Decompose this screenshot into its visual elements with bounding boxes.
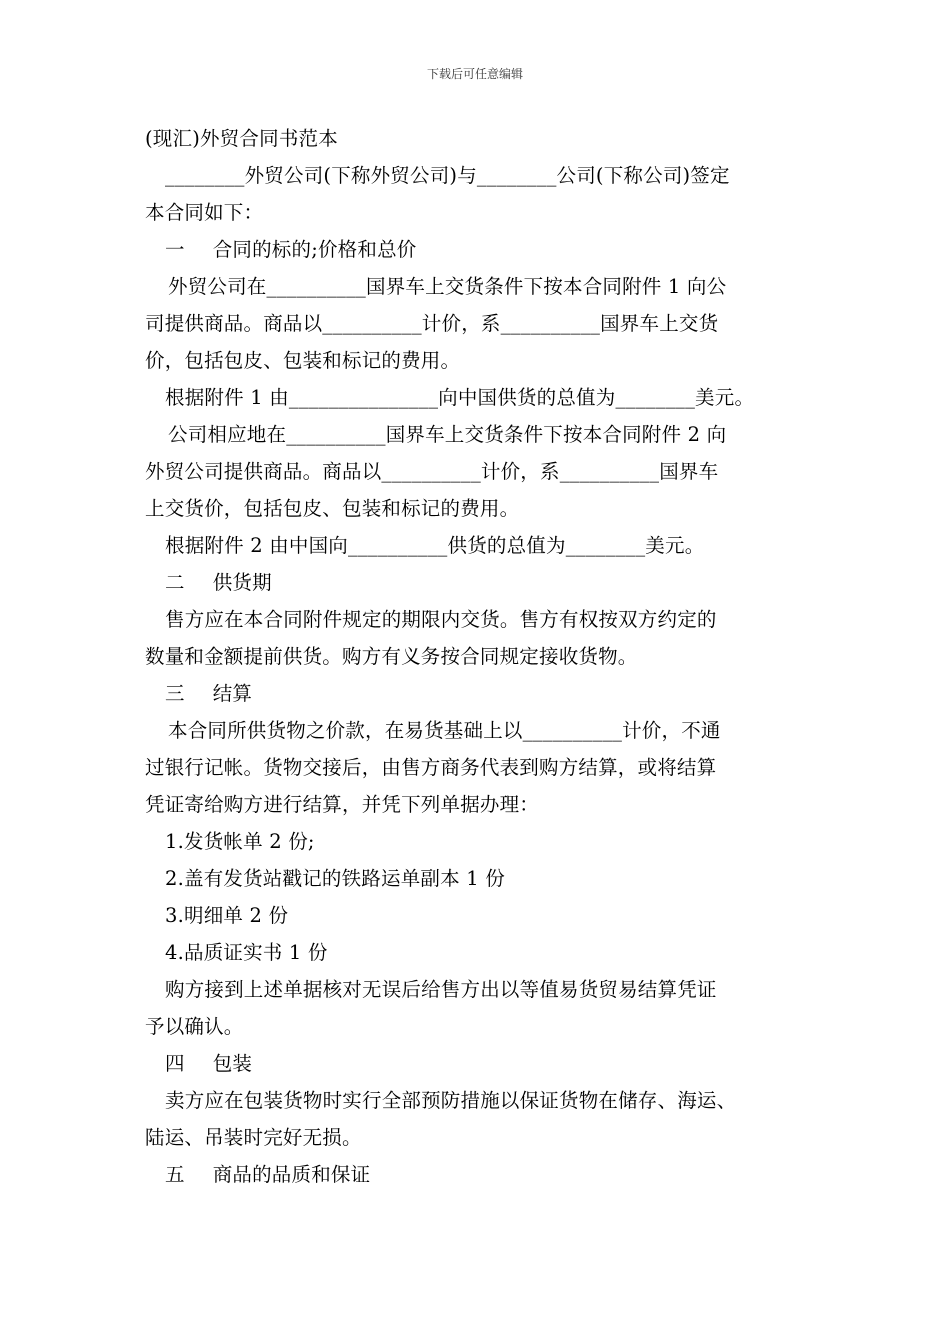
paragraph-line: 上交货价，包括包皮、包装和标记的费用。 bbox=[145, 497, 520, 520]
document-body bbox=[145, 120, 810, 1193]
section-title: 合同的标的;价格和总价 bbox=[212, 238, 417, 261]
list-item: 1.发货帐单 2 份; bbox=[165, 830, 315, 853]
paragraph-line: 数量和金额提前供货。购方有义务按合同规定接收货物。 bbox=[145, 645, 638, 668]
section-number: 四 bbox=[165, 1052, 185, 1075]
paragraph-line: 司提供商品。商品以__________计价，系__________国界车上交货 bbox=[145, 312, 719, 335]
paragraph-line: 价，包括包皮、包装和标记的费用。 bbox=[145, 349, 461, 372]
paragraph-line: 陆运、吊装时完好无损。 bbox=[145, 1126, 362, 1149]
paragraph-line: 售方应在本合同附件规定的期限内交货。售方有权按双方约定的 bbox=[165, 608, 717, 631]
paragraph-line: 外贸公司提供商品。商品以__________计价，系__________国界车 bbox=[145, 460, 719, 483]
section-heading-2 bbox=[145, 564, 810, 601]
paragraph-line: 根据附件 2 由中国向__________供货的总值为________美元。 bbox=[165, 534, 705, 557]
section-heading-3 bbox=[145, 675, 810, 712]
section-title: 包装 bbox=[212, 1052, 253, 1075]
paragraph-line: 过银行记帐。货物交接后，由售方商务代表到购方结算，或将结算 bbox=[145, 756, 717, 779]
section-number: 五 bbox=[165, 1163, 185, 1186]
paragraph-line: 根据附件 1 由_______________向中国供货的总值为________美元。 bbox=[165, 386, 755, 409]
section-title: 结算 bbox=[212, 682, 253, 705]
section-heading-1 bbox=[145, 231, 810, 268]
paragraph-line: 外贸公司在__________国界车上交货条件下按本合同附件 1 向公 bbox=[168, 275, 727, 298]
section-number: 二 bbox=[165, 571, 185, 594]
paragraph-line: 本合同如下： bbox=[145, 201, 264, 224]
paragraph-line: 购方接到上述单据核对无误后给售方出以等值易货贸易结算凭证 bbox=[165, 978, 717, 1001]
list-item: 2.盖有发货站戳记的铁路运单副本 1 份 bbox=[165, 867, 505, 890]
paragraph-line: ________外贸公司(下称外贸公司)与________公司(下称公司)签定 bbox=[165, 164, 730, 187]
section-heading-4 bbox=[145, 1045, 810, 1082]
section-heading-5 bbox=[145, 1156, 810, 1193]
paragraph-line: 予以确认。 bbox=[145, 1015, 244, 1038]
paragraph-line: 卖方应在包装货物时实行全部预防措施以保证货物在储存、海运、 bbox=[165, 1089, 737, 1112]
section-title: 商品的品质和保证 bbox=[212, 1163, 371, 1186]
paragraph-line: 凭证寄给购方进行结算，并凭下列单据办理： bbox=[145, 793, 540, 816]
paragraph-line: 本合同所供货物之价款，在易货基础上以__________计价，不通 bbox=[168, 719, 721, 742]
paragraph-line: 公司相应地在__________国界车上交货条件下按本合同附件 2 向 bbox=[168, 423, 727, 446]
header-note: 下载后可任意编辑 bbox=[426, 67, 523, 81]
doc-title: (现汇)外贸合同书范本 bbox=[145, 127, 338, 150]
list-item: 4.品质证实书 1 份 bbox=[165, 941, 328, 964]
section-number: 三 bbox=[165, 682, 185, 705]
section-number: 一 bbox=[165, 238, 185, 261]
list-item: 3.明细单 2 份 bbox=[165, 904, 289, 927]
section-title: 供货期 bbox=[212, 571, 272, 594]
